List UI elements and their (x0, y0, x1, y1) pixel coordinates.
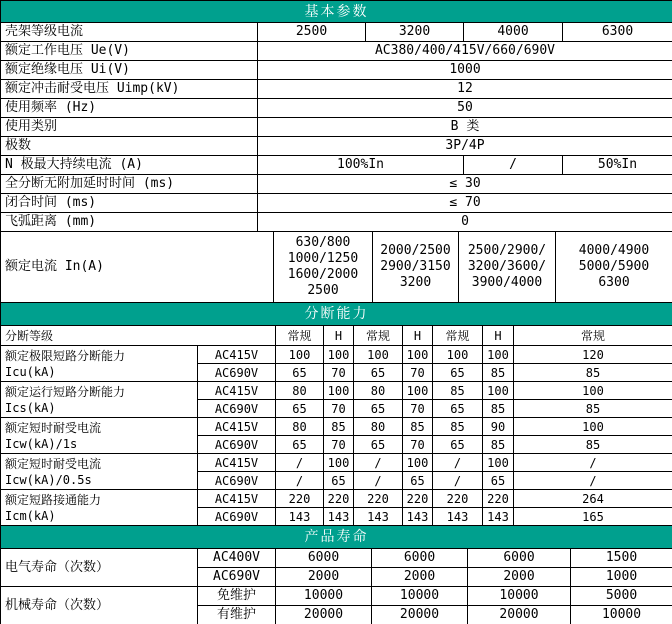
value-cell: 100 (403, 454, 433, 472)
row-label-arc-distance: 飞弧距离 (mm) (1, 213, 258, 232)
row-label-usage-category: 使用类别 (1, 118, 258, 137)
value-cell: / (464, 156, 563, 175)
column-header: 常规 (514, 326, 672, 346)
value-cell: 70 (324, 436, 354, 454)
table-row (1, 418, 672, 436)
row-label-n-pole-current: N 极最大持续电流 (A) (1, 156, 258, 175)
value-cell: 220 (483, 490, 514, 508)
row-label-ue: 额定工作电压 Ue(V) (1, 42, 258, 61)
value-cell: 65 (276, 364, 324, 382)
sub-label: 免维护 (198, 587, 276, 606)
value-cell: 1500 (571, 549, 672, 568)
value-cell: 65 (324, 472, 354, 490)
value-cell: ≤ 70 (258, 194, 672, 213)
value-cell: 90 (483, 418, 514, 436)
value-cell: 120 (514, 346, 672, 364)
row-label-poles: 极数 (1, 137, 258, 156)
breaking-capacity-table (0, 302, 672, 526)
value-cell: 85 (483, 400, 514, 418)
value-cell: 85 (403, 418, 433, 436)
table-row (1, 156, 672, 175)
table-row (1, 303, 672, 326)
row-label-icw-05s: 额定短时耐受电流 Icw(kA)/0.5s (1, 454, 198, 490)
value-cell: 143 (324, 508, 354, 526)
table-row (1, 490, 672, 508)
row-label-frame-current: 壳架等级电流 (1, 23, 258, 42)
row-label-ics: 额定运行短路分断能力 Ics(kA) (1, 382, 198, 418)
value-cell: 6000 (276, 549, 372, 568)
value-cell: 65 (276, 436, 324, 454)
value-cell: 2000 (372, 568, 468, 587)
value-cell: 20000 (372, 606, 468, 624)
table-row (1, 587, 672, 606)
row-label-icm: 额定短路接通能力 Icm(kA) (1, 490, 198, 526)
section-title-basic: 基本参数 (1, 1, 672, 23)
value-cell: 143 (433, 508, 483, 526)
value-cell: 70 (403, 400, 433, 418)
sub-label: AC690V (198, 472, 276, 490)
value-cell: 3200 (366, 23, 464, 42)
value-cell: 165 (514, 508, 672, 526)
value-cell: 85 (514, 400, 672, 418)
column-header: 常规 (433, 326, 483, 346)
value-cell: 85 (483, 436, 514, 454)
value-cell: 65 (483, 472, 514, 490)
table-row (1, 454, 672, 472)
value-cell: 70 (324, 400, 354, 418)
value-cell: 100 (324, 454, 354, 472)
value-cell: 630/800 1000/1250 1600/2000 2500 (274, 232, 373, 303)
table-row (1, 61, 672, 80)
value-cell: 0 (258, 213, 672, 232)
table-row (1, 526, 672, 549)
value-cell: 220 (354, 490, 403, 508)
value-cell: / (276, 472, 324, 490)
row-label-frequency: 使用频率 (Hz) (1, 99, 258, 118)
sub-label: AC690V (198, 400, 276, 418)
value-cell: 143 (403, 508, 433, 526)
value-cell: / (433, 472, 483, 490)
value-cell: 100 (483, 454, 514, 472)
value-cell: 85 (514, 436, 672, 454)
row-label-break-delay: 全分断无附加延时时间 (ms) (1, 175, 258, 194)
value-cell: 85 (433, 382, 483, 400)
sub-label: AC415V (198, 490, 276, 508)
sub-label: AC415V (198, 346, 276, 364)
value-cell: 6000 (468, 549, 571, 568)
row-label-closing-time: 闭合时间 (ms) (1, 194, 258, 213)
value-cell: 65 (433, 400, 483, 418)
value-cell: 85 (324, 418, 354, 436)
row-label-icu: 额定极限短路分断能力 Icu(kA) (1, 346, 198, 382)
value-cell: 100 (514, 418, 672, 436)
table-row (1, 137, 672, 156)
value-cell: 20000 (276, 606, 372, 624)
sub-label: AC415V (198, 382, 276, 400)
value-cell: 264 (514, 490, 672, 508)
value-cell: 1000 (258, 61, 672, 80)
value-cell: 65 (433, 364, 483, 382)
value-cell: 4000 (464, 23, 563, 42)
value-cell: 65 (354, 400, 403, 418)
sub-label: AC415V (198, 418, 276, 436)
value-cell: 143 (483, 508, 514, 526)
sub-label: AC415V (198, 454, 276, 472)
value-cell: 65 (403, 472, 433, 490)
value-cell: 3P/4P (258, 137, 672, 156)
product-life-table (0, 525, 672, 624)
value-cell: 85 (483, 364, 514, 382)
column-header: H (483, 326, 514, 346)
value-cell: 85 (433, 418, 483, 436)
row-label-breaking-grade: 分断等级 (1, 326, 276, 346)
value-cell: 6300 (563, 23, 672, 42)
value-cell: 143 (276, 508, 324, 526)
rated-current-table (0, 231, 672, 303)
column-header: H (403, 326, 433, 346)
value-cell: 80 (276, 418, 324, 436)
value-cell: 10000 (468, 587, 571, 606)
value-cell: / (514, 472, 672, 490)
value-cell: 12 (258, 80, 672, 99)
value-cell: 65 (354, 364, 403, 382)
column-header: 常规 (354, 326, 403, 346)
table-row (1, 194, 672, 213)
column-header: 常规 (276, 326, 324, 346)
table-row (1, 232, 672, 303)
value-cell: 1000 (571, 568, 672, 587)
value-cell: / (354, 454, 403, 472)
table-row (1, 1, 672, 23)
value-cell: 65 (433, 436, 483, 454)
value-cell: B 类 (258, 118, 672, 137)
sub-label: AC400V (198, 549, 276, 568)
value-cell: 80 (354, 382, 403, 400)
row-label-ui: 额定绝缘电压 Ui(V) (1, 61, 258, 80)
table-row (1, 175, 672, 194)
value-cell: 220 (276, 490, 324, 508)
basic-params-table (0, 0, 672, 232)
value-cell: AC380/400/415V/660/690V (258, 42, 672, 61)
row-label-uimp: 额定冲击耐受电压 Uimp(kV) (1, 80, 258, 99)
value-cell: 100 (483, 382, 514, 400)
sub-label: AC690V (198, 508, 276, 526)
value-cell: / (514, 454, 672, 472)
value-cell: 85 (514, 364, 672, 382)
row-label-electrical-life: 电气寿命（次数） (1, 549, 198, 587)
value-cell: / (354, 472, 403, 490)
table-row (1, 382, 672, 400)
table-row (1, 549, 672, 568)
value-cell: / (433, 454, 483, 472)
value-cell: 4000/4900 5000/5900 6300 (556, 232, 672, 303)
value-cell: 220 (433, 490, 483, 508)
table-row (1, 213, 672, 232)
column-header: H (324, 326, 354, 346)
value-cell: 2000/2500 2900/3150 3200 (373, 232, 459, 303)
value-cell: 70 (324, 364, 354, 382)
value-cell: 5000 (571, 587, 672, 606)
table-row (1, 42, 672, 61)
value-cell: 100 (483, 346, 514, 364)
value-cell: 10000 (276, 587, 372, 606)
table-row (1, 80, 672, 99)
value-cell: 70 (403, 436, 433, 454)
value-cell: 65 (276, 400, 324, 418)
value-cell: 143 (354, 508, 403, 526)
row-label-mechanical-life: 机械寿命（次数） (1, 587, 198, 624)
value-cell: 20000 (468, 606, 571, 624)
value-cell: 80 (276, 382, 324, 400)
value-cell: 6000 (372, 549, 468, 568)
section-title-life: 产品寿命 (1, 526, 672, 549)
value-cell: 100 (276, 346, 324, 364)
value-cell: 100 (324, 346, 354, 364)
value-cell: 2500/2900/ 3200/3600/ 3900/4000 (459, 232, 556, 303)
value-cell: 10000 (571, 606, 672, 624)
value-cell: 65 (354, 436, 403, 454)
value-cell: 50 (258, 99, 672, 118)
value-cell: 100%In (258, 156, 464, 175)
value-cell: ≤ 30 (258, 175, 672, 194)
row-label-rated-current: 额定电流 In(A) (1, 232, 274, 303)
value-cell: 100 (403, 382, 433, 400)
table-row (1, 99, 672, 118)
value-cell: 70 (403, 364, 433, 382)
value-cell: 220 (403, 490, 433, 508)
value-cell: 100 (354, 346, 403, 364)
value-cell: 80 (354, 418, 403, 436)
value-cell: 10000 (372, 587, 468, 606)
value-cell: 220 (324, 490, 354, 508)
value-cell: 100 (403, 346, 433, 364)
table-row (1, 118, 672, 137)
sub-label: AC690V (198, 568, 276, 587)
table-row (1, 23, 672, 42)
value-cell: 2000 (468, 568, 571, 587)
value-cell: 2000 (276, 568, 372, 587)
value-cell: / (276, 454, 324, 472)
value-cell: 2500 (258, 23, 366, 42)
sub-label: AC690V (198, 364, 276, 382)
sub-label: 有维护 (198, 606, 276, 624)
value-cell: 100 (433, 346, 483, 364)
value-cell: 100 (324, 382, 354, 400)
value-cell: 50%In (563, 156, 672, 175)
sub-label: AC690V (198, 436, 276, 454)
section-title-breaking: 分断能力 (1, 303, 672, 326)
table-row (1, 346, 672, 364)
table-row (1, 326, 672, 346)
value-cell: 100 (514, 382, 672, 400)
row-label-icw-1s: 额定短时耐受电流 Icw(kA)/1s (1, 418, 198, 454)
